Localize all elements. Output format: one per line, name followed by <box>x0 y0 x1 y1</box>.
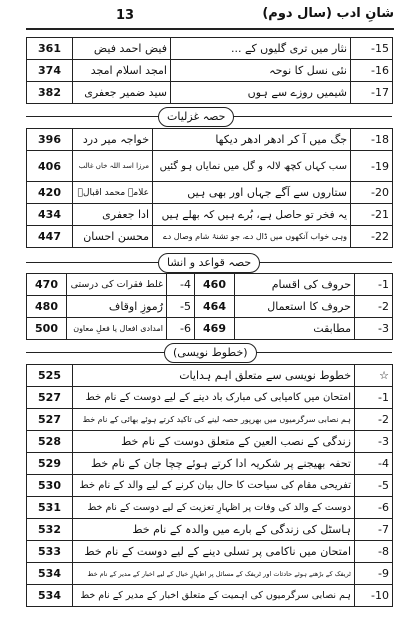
table-row <box>27 38 393 60</box>
title-cell: حروف کا استعمال <box>235 296 355 318</box>
page-cell: 525 <box>27 365 73 387</box>
serial-cell: -2 <box>355 409 393 431</box>
page-cell: 469 <box>195 318 235 340</box>
title-cell: مطابقت <box>235 318 355 340</box>
serial-cell: -7 <box>355 519 393 541</box>
title-cell: شیمیں روزے سے ہوں <box>171 82 351 104</box>
page-cell: 464 <box>195 296 235 318</box>
page-cell: 533 <box>27 541 73 563</box>
author-cell: علامہ محمد اقبالؒ <box>73 182 153 204</box>
title-cell: ستاروں سے آگے جہاں اور بھی ہیں <box>153 182 351 204</box>
page-cell: 460 <box>195 274 235 296</box>
contents-table-ghazal <box>26 128 393 248</box>
section-heading-qawaid: حصہ قواعد و انشا <box>158 253 260 273</box>
title-cell: ہم نصابی سرگرمیوں کی اہمیت کے متعلق اخبار کے مدیر کے نام خط <box>73 585 355 607</box>
book-title: شانِ ادب (سال دوم) <box>262 6 394 21</box>
table-row <box>27 519 393 541</box>
title-cell: زندگی کے نصب العین کے متعلق دوست کے نام خط <box>73 431 355 453</box>
page-cell: 396 <box>27 129 73 151</box>
table-row <box>27 585 393 607</box>
page-cell: 480 <box>27 296 67 318</box>
title-cell: امتحان میں کامیابی کی مبارک باد دینے کے لیے دوست کے نام خط <box>73 387 355 409</box>
table-row <box>27 541 393 563</box>
serial-cell: ☆ <box>355 365 393 387</box>
serial-cell: -3 <box>355 318 393 340</box>
serial-cell: -6 <box>355 497 393 519</box>
title-cell: خطوط نویسی سے متعلق اہم ہدایات <box>73 365 355 387</box>
table-row <box>27 226 393 248</box>
author-cell: خواجہ میر درد <box>73 129 153 151</box>
page-cell: 447 <box>27 226 73 248</box>
table-row <box>27 497 393 519</box>
page-cell: 382 <box>27 82 73 104</box>
table-row <box>27 409 393 431</box>
serial-cell: -5 <box>355 475 393 497</box>
page-cell: 500 <box>27 318 67 340</box>
table-row <box>27 296 393 318</box>
title-cell: امتحان میں ناکامی پر تسلی دینے کے لیے دوست کے نام خط <box>73 541 355 563</box>
page-cell: 527 <box>27 409 73 431</box>
page-header <box>26 6 394 30</box>
serial-cell: -15 <box>351 38 393 60</box>
section-heading-letters: (خطوط نویسی) <box>164 343 257 363</box>
serial-cell: -19 <box>351 151 393 182</box>
page-cell: 529 <box>27 453 73 475</box>
title-cell: سب کہاں کچھ لالہ و گل میں نمایاں ہو گئیں <box>153 151 351 182</box>
title-cell: جگ میں آ کر ادھر ادھر دیکھا <box>153 129 351 151</box>
table-row <box>27 387 393 409</box>
table-row <box>27 453 393 475</box>
table-row <box>27 365 393 387</box>
serial-cell: -8 <box>355 541 393 563</box>
page-cell: 374 <box>27 60 73 82</box>
author-cell: مرزا اسد اللہ خاں غالب <box>73 151 153 182</box>
title-cell: وہی خواب آنکھوں میں ڈال دے، جو تشنۂ شام وصال دے <box>153 226 351 248</box>
section-heading-ghazal: حصہ غزلیات <box>158 107 234 127</box>
page-cell: 534 <box>27 585 73 607</box>
serial-cell: -4 <box>167 274 195 296</box>
table-row <box>27 274 393 296</box>
title-cell: حروف کی اقسام <box>235 274 355 296</box>
table-row <box>27 563 393 585</box>
contents-table-poems <box>26 37 393 104</box>
page-cell: 527 <box>27 387 73 409</box>
serial-cell: -20 <box>351 182 393 204</box>
title-cell: ہم نصابی سرگرمیوں میں بھرپور حصہ لینے کی تاکید کرتے ہوئے بھائی کے نام خط <box>73 409 355 431</box>
title-cell: ہاسٹل کی زندگی کے بارے میں والدہ کے نام خط <box>73 519 355 541</box>
serial-cell: -3 <box>355 431 393 453</box>
page-cell: 532 <box>27 519 73 541</box>
table-row <box>27 318 393 340</box>
title-cell: دوست کے والد کی وفات پر اظہارِ تعزیت کے لیے دوست کے نام خط <box>73 497 355 519</box>
serial-cell: -21 <box>351 204 393 226</box>
serial-cell: -6 <box>167 318 195 340</box>
serial-cell: -18 <box>351 129 393 151</box>
author-cell: محسن احسان <box>73 226 153 248</box>
serial-cell: -5 <box>167 296 195 318</box>
page-cell: 530 <box>27 475 73 497</box>
author-cell: سید ضمیر جعفری <box>73 82 171 104</box>
title-cell: ٹریفک کے بڑھتے ہوئے حادثات اور ٹریفک کے مسائل پر اظہارِ خیال کے لیے اخبار کے مدیر کے نام خط <box>73 563 355 585</box>
title-cell: یہ فخر تو حاصل ہے، بُرے ہیں کہ بھلے ہیں <box>153 204 351 226</box>
page-cell: 406 <box>27 151 73 182</box>
title-cell: غلط فقرات کی درستی <box>67 274 167 296</box>
serial-cell: -1 <box>355 387 393 409</box>
page-cell: 528 <box>27 431 73 453</box>
table-row <box>27 182 393 204</box>
title-cell: نئی نسل کا نوحہ <box>171 60 351 82</box>
page-cell: 534 <box>27 563 73 585</box>
serial-cell: -9 <box>355 563 393 585</box>
table-row <box>27 129 393 151</box>
page-cell: 361 <box>27 38 73 60</box>
table-row <box>27 151 393 182</box>
page-cell: 470 <box>27 274 67 296</box>
table-row <box>27 82 393 104</box>
page-cell: 531 <box>27 497 73 519</box>
contents-table-letters <box>26 364 393 607</box>
author-cell: فیض احمد فیض <box>73 38 171 60</box>
serial-cell: -2 <box>355 296 393 318</box>
table-row <box>27 431 393 453</box>
author-cell: امجد اسلام امجد <box>73 60 171 82</box>
serial-cell: -17 <box>351 82 393 104</box>
table-row <box>27 475 393 497</box>
page-cell: 420 <box>27 182 73 204</box>
table-row <box>27 204 393 226</box>
page-cell: 434 <box>27 204 73 226</box>
serial-cell: -16 <box>351 60 393 82</box>
title-cell: تحفہ بھیجنے پر شکریہ ادا کرتے ہوئے چچا جان کے نام خط <box>73 453 355 475</box>
serial-cell: -1 <box>355 274 393 296</box>
title-cell: نثار میں تری گلیوں کے ... <box>171 38 351 60</box>
serial-cell: -4 <box>355 453 393 475</box>
author-cell: ادا جعفری <box>73 204 153 226</box>
title-cell: رُموزِ اوقاف <box>67 296 167 318</box>
table-row <box>27 60 393 82</box>
title-cell: امدادی افعال یا فعلِ معاون <box>67 318 167 340</box>
title-cell: تفریحی مقام کی سیاحت کا حال بیان کرنے کے لیے والد کے نام خط <box>73 475 355 497</box>
serial-cell: -22 <box>351 226 393 248</box>
contents-table-grammar <box>26 273 393 340</box>
page-number: 13 <box>116 8 135 23</box>
serial-cell: -10 <box>355 585 393 607</box>
